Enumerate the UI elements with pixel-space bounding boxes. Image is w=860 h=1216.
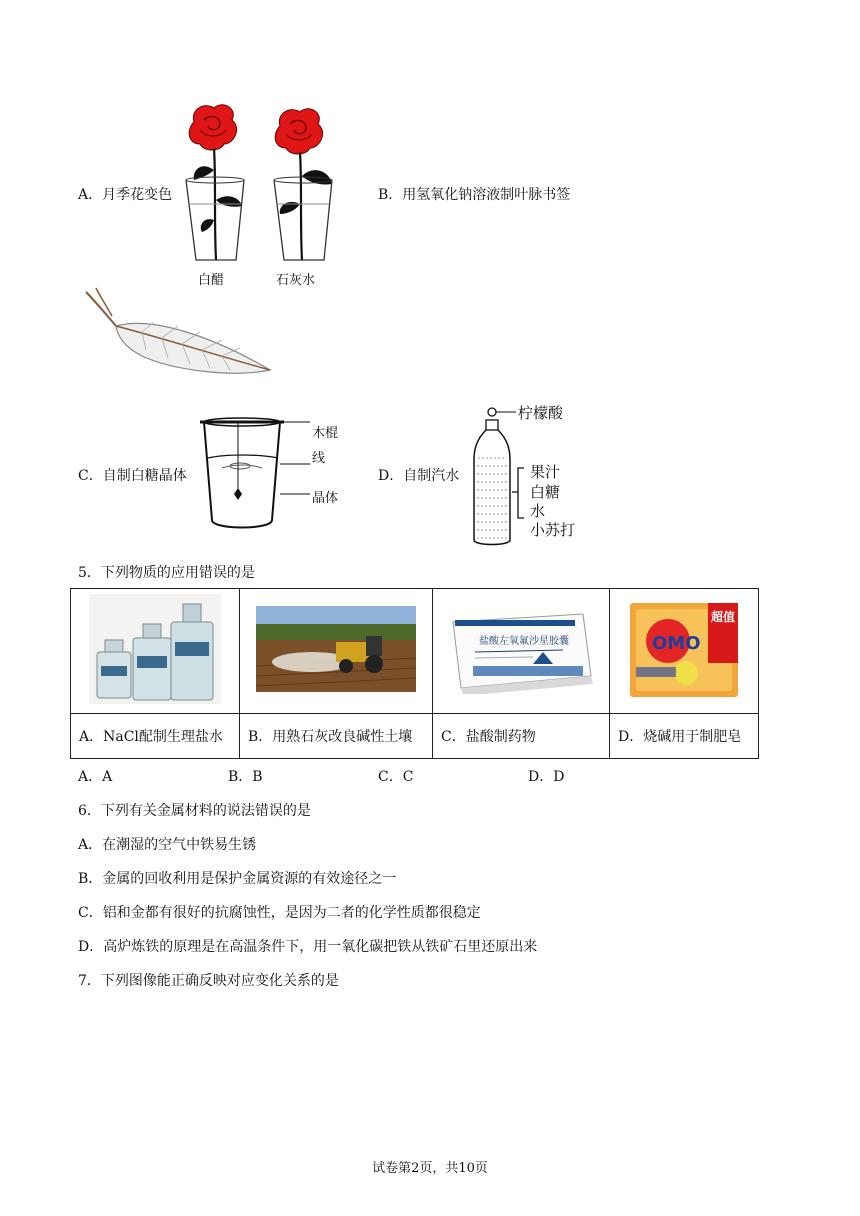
glass-label-limewater: 石灰水: [276, 273, 316, 288]
q6-option-a: A．在潮湿的空气中铁易生锈: [78, 837, 257, 853]
bottle-label-water: 水: [530, 502, 546, 520]
beaker-label-stick: 木棍: [312, 426, 339, 441]
soap-badge: 超值: [711, 610, 736, 624]
saline-bottles-image: [89, 594, 221, 704]
q5-caption-c: C．盐酸制药物: [433, 714, 610, 759]
q5-answer-a: A．A: [78, 769, 113, 785]
q4-option-d: D．自制汽水: [378, 468, 460, 484]
q4-option-a: A．月季花变色: [78, 187, 173, 203]
q5-answer-d: D．D: [528, 769, 565, 785]
bottle-label-juice: 果汁: [530, 463, 561, 481]
rose-flower-left: [189, 105, 236, 150]
beaker-label-thread: 线: [312, 451, 326, 466]
medicine-box-image: [443, 604, 599, 694]
leaf-skeleton-figure: [82, 286, 276, 380]
soda-bottle-figure: [466, 400, 526, 550]
roses-in-glasses-figure: [180, 100, 350, 290]
sugar-crystal-beaker-figure: [196, 408, 286, 540]
q4-option-b: B．用氢氧化钠溶液制叶脉书签: [378, 187, 571, 203]
bottle-label-baking-soda: 小苏打: [530, 521, 576, 539]
q5-caption-b: B．用熟石灰改良碱性土壤: [240, 714, 433, 759]
page-footer: 试卷第2页，共10页: [372, 1161, 488, 1176]
q5-image-cell-a: [71, 589, 240, 714]
beaker-label-crystal: 晶体: [312, 491, 339, 506]
omo-soap-image: [628, 597, 740, 701]
q5-options-table: [70, 588, 759, 759]
glass-label-vinegar: 白醋: [198, 273, 225, 288]
bottle-label-sugar: 白糖: [530, 483, 561, 501]
q5-answer-c: C．C: [378, 769, 414, 785]
q5-caption-d: D．烧碱用于制肥皂: [610, 714, 759, 759]
tractor-field-image: [256, 606, 416, 692]
q5-caption-a: A．NaCl配制生理盐水: [71, 714, 240, 759]
q6-option-b: B．金属的回收利用是保护金属资源的有效途径之一: [78, 871, 397, 887]
q4-option-c: C．自制白糖晶体: [78, 468, 187, 484]
q5-answer-b: B．B: [228, 769, 263, 785]
q6-option-d: D．高炉炼铁的原理是在高温条件下，用一氧化碳把铁从铁矿石里还原出来: [78, 939, 538, 955]
q7-stem: 7．下列图像能正确反映对应变化关系的是: [78, 973, 339, 989]
q6-stem: 6．下列有关金属材料的说法错误的是: [78, 803, 311, 819]
rose-flower-right: [275, 109, 322, 154]
q5-image-cell-b: [240, 589, 433, 714]
medicine-box-name: 盐酸左氧氟沙星胶囊: [479, 636, 569, 647]
omo-logo: OMO: [652, 633, 701, 654]
q6-option-c: C．铝和金都有很好的抗腐蚀性，是因为二者的化学性质都很稳定: [78, 905, 481, 921]
q5-image-cell-d: [610, 589, 759, 714]
q5-image-cell-c: [433, 589, 610, 714]
q5-stem: 5．下列物质的应用错误的是: [78, 565, 255, 581]
bottle-label-citric-acid: 柠檬酸: [518, 404, 564, 422]
